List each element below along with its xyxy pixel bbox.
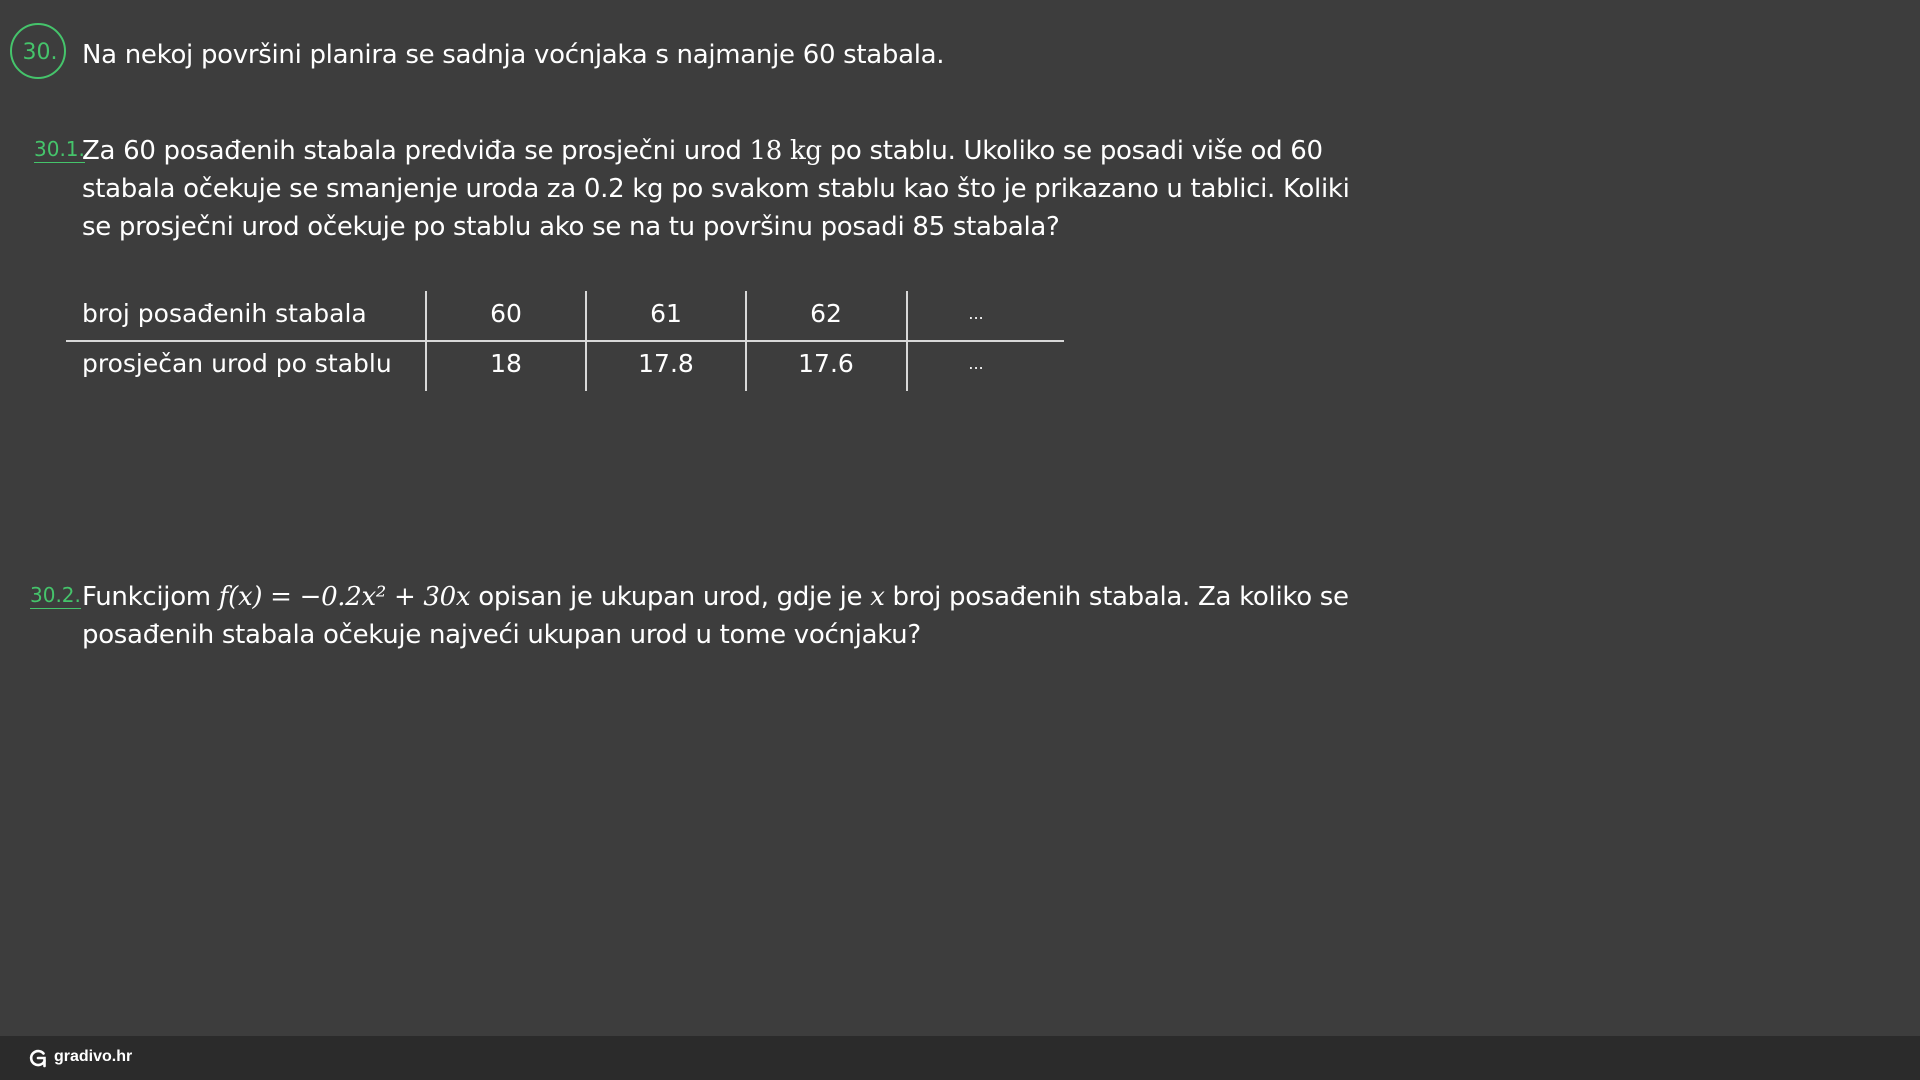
table-row-label-yield: prosječan urod po stablu (82, 349, 392, 378)
problem-number: 30. (22, 40, 58, 65)
table-cell: 60 (490, 299, 522, 328)
part2-math-x: x (870, 582, 885, 612)
data-table (66, 291, 1064, 391)
footer-bar (0, 1036, 1920, 1080)
part2-label: 30.2. (30, 583, 81, 607)
table-cell: 17.8 (638, 349, 694, 378)
table-row (66, 291, 1064, 341)
part2-math-function: f(x) = −0.2x² + 30x (218, 582, 471, 612)
brand-name[interactable]: gradivo.hr (54, 1048, 133, 1065)
part1-text-a: Za 60 posađenih stabala predviđa se prosječni urod (82, 136, 750, 166)
table-column-divider (906, 291, 908, 391)
table-cell: 18 (490, 349, 522, 378)
table-cell-ellipsis: ... (968, 304, 984, 323)
part1-text-b: po stablu. Ukoliko se posadi više od 60 stabala očekuje se smanjenje uroda za 0.2 kg po svakom stablu kao što je prikazano u tablici. Koliki se prosječni urod očekuje po stablu ako se na tu površinu posadi 85 stabala? (82, 136, 1350, 242)
problem-number-circle (10, 23, 66, 79)
part1-label: 30.1. (34, 137, 85, 161)
part2-text-b: opisan je ukupan urod, gdje je (470, 582, 871, 612)
table-cell: 61 (650, 299, 682, 328)
part2-text (82, 578, 1352, 654)
problem-intro: Na nekoj površini planira se sadnja voćnjaka s najmanje 60 stabala. (82, 40, 945, 70)
part2-text-c: broj posađenih stabala. Za koliko se posađenih stabala očekuje najveći ukupan urod u tome voćnjaku? (82, 582, 1349, 650)
table-column-divider (745, 291, 747, 391)
table-cell: 62 (810, 299, 842, 328)
table-column-divider (585, 291, 587, 391)
table-column-divider (425, 291, 427, 391)
table-row-label-trees: broj posađenih stabala (82, 299, 367, 328)
part1-math-kg: 18 kg (749, 136, 822, 166)
part2-text-a: Funkcijom (82, 582, 219, 612)
table-cell: 17.6 (798, 349, 854, 378)
gradivo-logo-icon[interactable] (28, 1048, 48, 1068)
table-cell-ellipsis: ... (968, 354, 984, 373)
part1-text (82, 132, 1352, 246)
table-row (66, 341, 1064, 391)
